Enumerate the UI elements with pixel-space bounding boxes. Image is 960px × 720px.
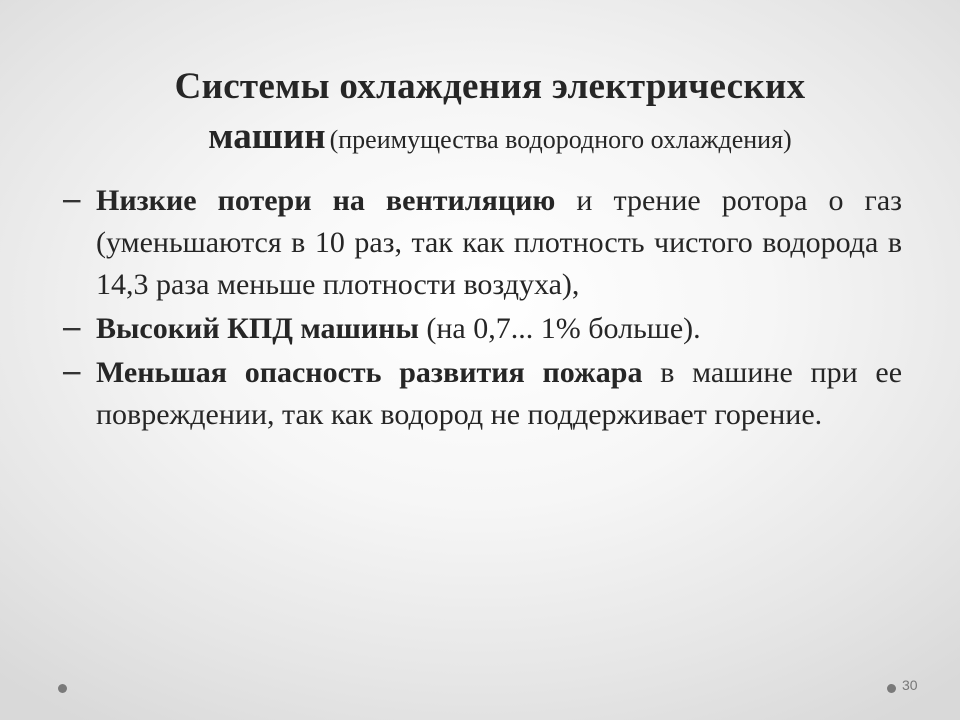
bullet-text: в машине при ее повреждении, так как водород не поддерживает горение.: [96, 356, 903, 431]
title-line-2: [70, 112, 930, 169]
slide-title: [60, 62, 920, 169]
bullet-text: и трение ротора о газ (уменьшаются в 10 раз, так как плотность чистого водорода в 14,3 раза меньше плотности воздуха),: [96, 184, 902, 301]
bullet-item-low-losses: [60, 180, 902, 306]
bullet-item-high-efficiency: [60, 308, 902, 350]
dash-icon: −: [60, 184, 84, 217]
bullet-bold-text: Высокий КПД машины: [96, 312, 419, 345]
bullet-bold-text: Низкие потери на вентиляцию: [96, 184, 556, 217]
bullet-bold-text: Меньшая опасность развития пожара: [96, 356, 643, 389]
title-subtitle: (преимущества водородного охлаждения): [329, 125, 792, 154]
bullet-item-fire-safety: [60, 352, 902, 436]
footer-dot-right-icon: [887, 684, 896, 693]
dash-icon: −: [60, 356, 84, 389]
bullet-list: [60, 180, 902, 438]
dash-icon: −: [60, 312, 84, 345]
title-line-2-bold: машин: [208, 116, 326, 157]
bullet-text: (на 0,7... 1% больше).: [418, 312, 701, 345]
footer-dot-left-icon: [58, 684, 67, 693]
page-number: 30: [902, 677, 918, 693]
title-line-1: Системы охлаждения электрических: [174, 66, 806, 107]
